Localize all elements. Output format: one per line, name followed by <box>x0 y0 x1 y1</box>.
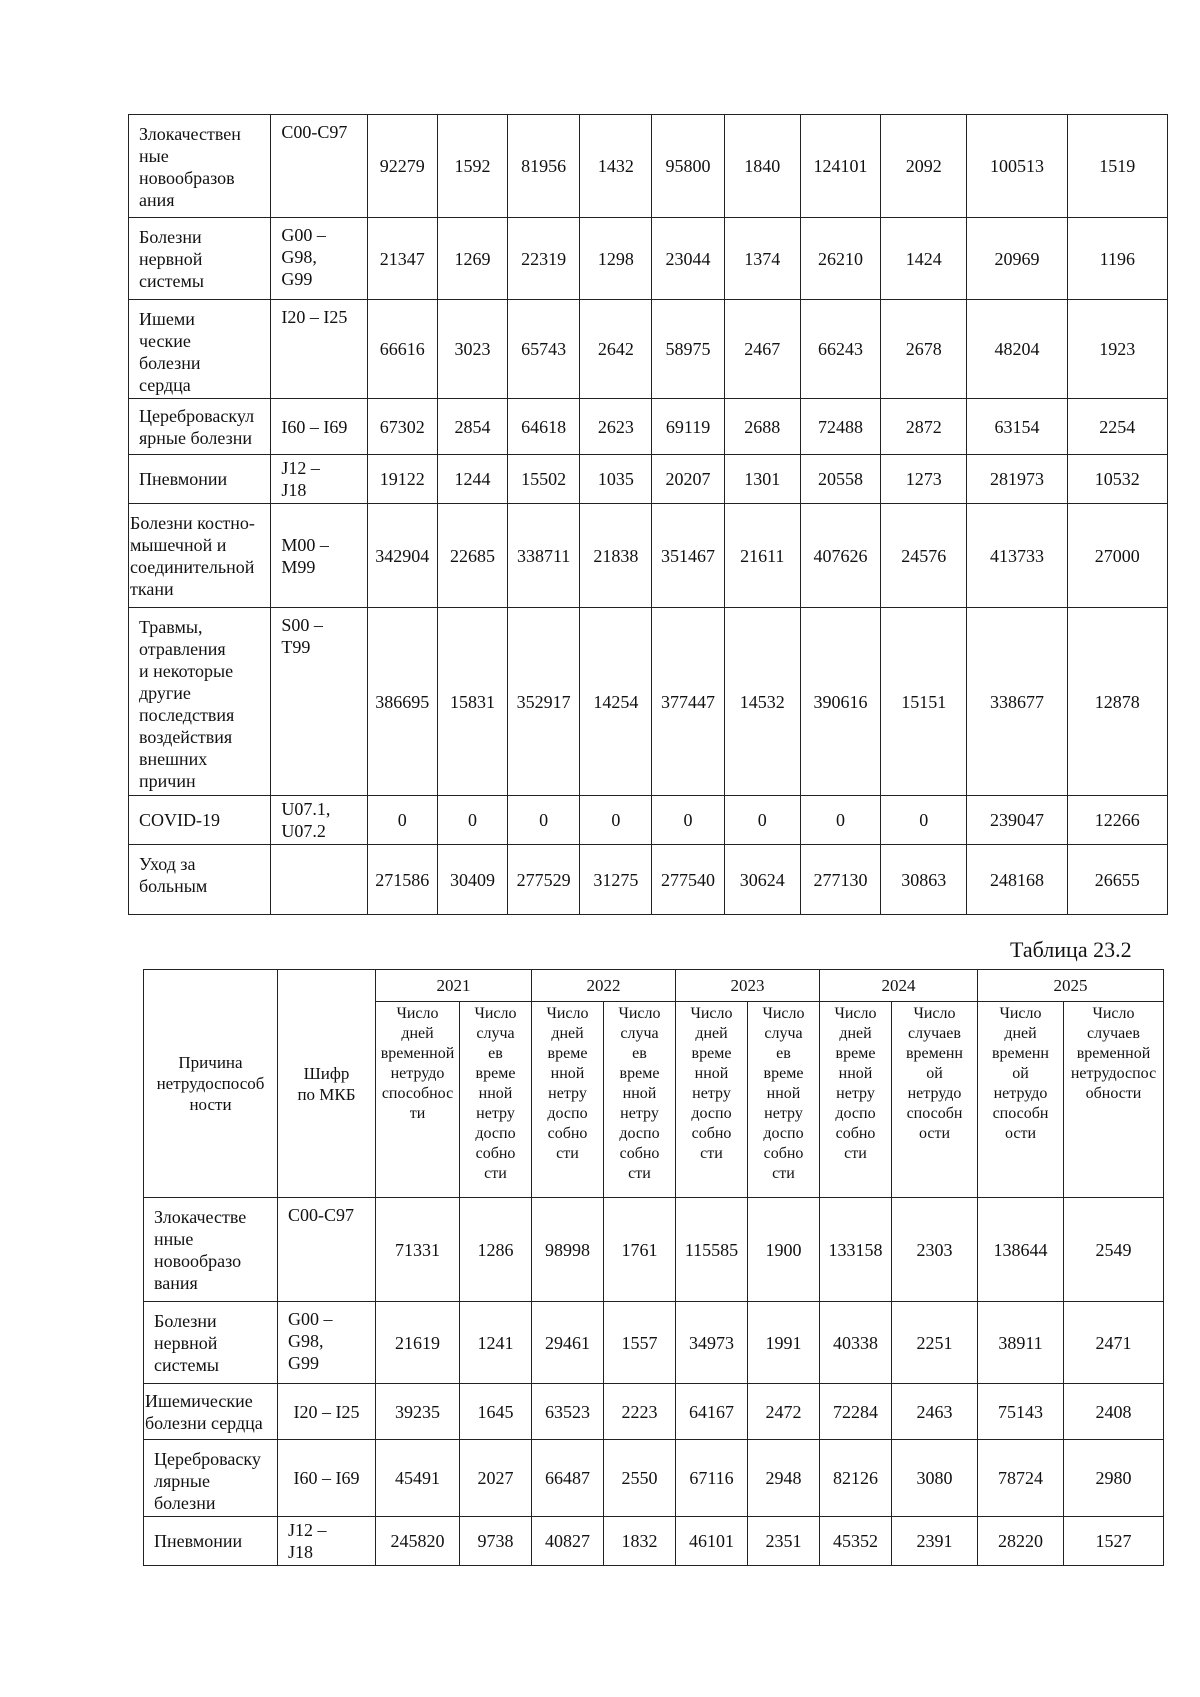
header-sub: Число дней време нной нетру доспо собно сти <box>532 1002 604 1198</box>
table-1 <box>128 114 1168 915</box>
value-cell: 78724 <box>978 1440 1064 1517</box>
value-cell: 29461 <box>532 1302 604 1384</box>
value-cell: 377447 <box>652 608 724 796</box>
value-cell: 277130 <box>800 845 880 915</box>
header-sub: Число дней време нной нетру доспо собно сти <box>820 1002 892 1198</box>
table-row <box>144 1517 1164 1566</box>
value-cell: 38911 <box>978 1302 1064 1384</box>
value-cell: 64618 <box>508 399 580 455</box>
table-row <box>129 455 1168 504</box>
value-cell: 81956 <box>508 115 580 218</box>
value-cell: 2980 <box>1064 1440 1164 1517</box>
code-cell: I60 – I69 <box>278 1440 376 1517</box>
value-cell: 342904 <box>367 504 437 608</box>
value-cell: 28220 <box>978 1517 1064 1566</box>
value-cell: 10532 <box>1067 455 1167 504</box>
value-cell: 2467 <box>724 300 800 399</box>
code-cell: U07.1, U07.2 <box>271 796 367 845</box>
value-cell: 30624 <box>724 845 800 915</box>
header-sub: Число случа ев време нной нетру доспо собно сти <box>604 1002 676 1198</box>
value-cell: 15502 <box>508 455 580 504</box>
value-cell: 413733 <box>967 504 1067 608</box>
value-cell: 2550 <box>604 1440 676 1517</box>
value-cell: 1286 <box>460 1198 532 1302</box>
cause-cell: Злокачествен ные новообразов ания <box>129 115 271 218</box>
cause-cell: Ишемические болезни сердца <box>144 1384 278 1440</box>
value-cell: 2254 <box>1067 399 1167 455</box>
header-sub: Число дней временн ой нетрудо способн ости <box>978 1002 1064 1198</box>
table-row <box>129 399 1168 455</box>
header-cause: Причина нетрудоспособ ности <box>144 970 278 1198</box>
value-cell: 20207 <box>652 455 724 504</box>
table-row <box>129 115 1168 218</box>
value-cell: 40338 <box>820 1302 892 1384</box>
table-row <box>129 300 1168 399</box>
code-cell: J12 – J18 <box>271 455 367 504</box>
value-cell: 124101 <box>800 115 880 218</box>
value-cell: 2351 <box>748 1517 820 1566</box>
cause-cell: Ишеми ческие болезни сердца <box>129 300 271 399</box>
value-cell: 82126 <box>820 1440 892 1517</box>
table-2 <box>143 969 1164 1566</box>
code-cell: I60 – I69 <box>271 399 367 455</box>
cause-cell: COVID-19 <box>129 796 271 845</box>
value-cell: 24576 <box>881 504 967 608</box>
value-cell: 1196 <box>1067 218 1167 300</box>
value-cell: 30863 <box>881 845 967 915</box>
code-cell: M00 – M99 <box>271 504 367 608</box>
code-cell: I20 – I25 <box>278 1384 376 1440</box>
value-cell: 14254 <box>580 608 652 796</box>
value-cell: 20969 <box>967 218 1067 300</box>
value-cell: 0 <box>437 796 507 845</box>
value-cell: 21347 <box>367 218 437 300</box>
header-sub: Число случа ев време нной нетру доспо собно сти <box>460 1002 532 1198</box>
value-cell: 281973 <box>967 455 1067 504</box>
value-cell: 65743 <box>508 300 580 399</box>
value-cell: 100513 <box>967 115 1067 218</box>
table-row <box>144 1198 1164 1302</box>
value-cell: 39235 <box>376 1384 460 1440</box>
value-cell: 1923 <box>1067 300 1167 399</box>
value-cell: 34973 <box>676 1302 748 1384</box>
value-cell: 21611 <box>724 504 800 608</box>
value-cell: 3080 <box>892 1440 978 1517</box>
value-cell: 2623 <box>580 399 652 455</box>
value-cell: 21838 <box>580 504 652 608</box>
value-cell: 20558 <box>800 455 880 504</box>
value-cell: 2027 <box>460 1440 532 1517</box>
value-cell: 338711 <box>508 504 580 608</box>
value-cell: 1645 <box>460 1384 532 1440</box>
code-cell: G00 – G98, G99 <box>278 1302 376 1384</box>
value-cell: 21619 <box>376 1302 460 1384</box>
value-cell: 45352 <box>820 1517 892 1566</box>
value-cell: 46101 <box>676 1517 748 1566</box>
value-cell: 0 <box>881 796 967 845</box>
table-caption: Таблица 23.2 <box>1010 937 1132 962</box>
value-cell: 1592 <box>437 115 507 218</box>
cause-cell: Уход за больным <box>129 845 271 915</box>
value-cell: 0 <box>724 796 800 845</box>
value-cell: 31275 <box>580 845 652 915</box>
value-cell: 0 <box>800 796 880 845</box>
value-cell: 2303 <box>892 1198 978 1302</box>
value-cell: 2948 <box>748 1440 820 1517</box>
code-cell: I20 – I25 <box>271 300 367 399</box>
value-cell: 0 <box>580 796 652 845</box>
value-cell: 92279 <box>367 115 437 218</box>
code-cell: G00 – G98, G99 <box>271 218 367 300</box>
value-cell: 1273 <box>881 455 967 504</box>
value-cell: 15831 <box>437 608 507 796</box>
value-cell: 277540 <box>652 845 724 915</box>
value-cell: 0 <box>508 796 580 845</box>
value-cell: 2678 <box>881 300 967 399</box>
value-cell: 66487 <box>532 1440 604 1517</box>
value-cell: 1832 <box>604 1517 676 1566</box>
value-cell: 351467 <box>652 504 724 608</box>
value-cell: 2408 <box>1064 1384 1164 1440</box>
header-year: 2024 <box>820 970 978 1002</box>
code-cell <box>271 845 367 915</box>
header-year: 2023 <box>676 970 820 1002</box>
value-cell: 0 <box>367 796 437 845</box>
cause-cell: Пневмонии <box>144 1517 278 1566</box>
value-cell: 27000 <box>1067 504 1167 608</box>
value-cell: 338677 <box>967 608 1067 796</box>
value-cell: 22685 <box>437 504 507 608</box>
header-year: 2021 <box>376 970 532 1002</box>
value-cell: 1298 <box>580 218 652 300</box>
value-cell: 2472 <box>748 1384 820 1440</box>
value-cell: 71331 <box>376 1198 460 1302</box>
value-cell: 75143 <box>978 1384 1064 1440</box>
value-cell: 386695 <box>367 608 437 796</box>
header-sub: Число случа ев време нной нетру доспо собно сти <box>748 1002 820 1198</box>
header-sub: Число случаев временной нетрудоспос обности <box>1064 1002 1164 1198</box>
value-cell: 1301 <box>724 455 800 504</box>
value-cell: 3023 <box>437 300 507 399</box>
code-cell: C00-C97 <box>278 1198 376 1302</box>
value-cell: 2251 <box>892 1302 978 1384</box>
value-cell: 48204 <box>967 300 1067 399</box>
value-cell: 1761 <box>604 1198 676 1302</box>
header-year: 2022 <box>532 970 676 1002</box>
code-cell: C00-C97 <box>271 115 367 218</box>
value-cell: 245820 <box>376 1517 460 1566</box>
header-sub: Число случаев временн ой нетрудо способн ости <box>892 1002 978 1198</box>
value-cell: 22319 <box>508 218 580 300</box>
cause-cell: Цереброваскул ярные болезни <box>129 399 271 455</box>
value-cell: 2872 <box>881 399 967 455</box>
value-cell: 1840 <box>724 115 800 218</box>
value-cell: 239047 <box>967 796 1067 845</box>
table-row <box>144 1384 1164 1440</box>
value-cell: 2854 <box>437 399 507 455</box>
value-cell: 352917 <box>508 608 580 796</box>
table-row <box>129 608 1168 796</box>
cause-cell: Болезни нервной системы <box>129 218 271 300</box>
value-cell: 2223 <box>604 1384 676 1440</box>
cause-cell: Пневмонии <box>129 455 271 504</box>
value-cell: 66243 <box>800 300 880 399</box>
value-cell: 1900 <box>748 1198 820 1302</box>
table-row <box>129 796 1168 845</box>
value-cell: 1557 <box>604 1302 676 1384</box>
value-cell: 12266 <box>1067 796 1167 845</box>
value-cell: 2549 <box>1064 1198 1164 1302</box>
value-cell: 2092 <box>881 115 967 218</box>
value-cell: 115585 <box>676 1198 748 1302</box>
value-cell: 138644 <box>978 1198 1064 1302</box>
value-cell: 15151 <box>881 608 967 796</box>
value-cell: 40827 <box>532 1517 604 1566</box>
table-row <box>129 845 1168 915</box>
value-cell: 2471 <box>1064 1302 1164 1384</box>
table-row <box>129 218 1168 300</box>
cause-cell: Злокачестве нные новообразо вания <box>144 1198 278 1302</box>
value-cell: 1269 <box>437 218 507 300</box>
header-code: Шифр по МКБ <box>278 970 376 1198</box>
value-cell: 72284 <box>820 1384 892 1440</box>
code-cell: S00 – T99 <box>271 608 367 796</box>
value-cell: 98998 <box>532 1198 604 1302</box>
table-row <box>129 504 1168 608</box>
value-cell: 2391 <box>892 1517 978 1566</box>
value-cell: 14532 <box>724 608 800 796</box>
header-sub: Число дней временной нетрудо способнос ти <box>376 1002 460 1198</box>
value-cell: 58975 <box>652 300 724 399</box>
value-cell: 63154 <box>967 399 1067 455</box>
value-cell: 1244 <box>437 455 507 504</box>
value-cell: 67302 <box>367 399 437 455</box>
cause-cell: Болезни костно- мышечной и соединительной ткани <box>129 504 271 608</box>
header-year: 2025 <box>978 970 1164 1002</box>
value-cell: 1035 <box>580 455 652 504</box>
cause-cell: Болезни нервной системы <box>144 1302 278 1384</box>
value-cell: 1991 <box>748 1302 820 1384</box>
value-cell: 390616 <box>800 608 880 796</box>
value-cell: 1432 <box>580 115 652 218</box>
value-cell: 133158 <box>820 1198 892 1302</box>
table-row <box>144 1440 1164 1517</box>
value-cell: 95800 <box>652 115 724 218</box>
value-cell: 66616 <box>367 300 437 399</box>
value-cell: 69119 <box>652 399 724 455</box>
value-cell: 26655 <box>1067 845 1167 915</box>
value-cell: 1241 <box>460 1302 532 1384</box>
cause-cell: Цереброваску лярные болезни <box>144 1440 278 1517</box>
header-sub: Число дней време нной нетру доспо собно сти <box>676 1002 748 1198</box>
value-cell: 2642 <box>580 300 652 399</box>
value-cell: 2688 <box>724 399 800 455</box>
value-cell: 1527 <box>1064 1517 1164 1566</box>
value-cell: 64167 <box>676 1384 748 1440</box>
value-cell: 1374 <box>724 218 800 300</box>
value-cell: 63523 <box>532 1384 604 1440</box>
value-cell: 23044 <box>652 218 724 300</box>
value-cell: 407626 <box>800 504 880 608</box>
value-cell: 19122 <box>367 455 437 504</box>
value-cell: 26210 <box>800 218 880 300</box>
value-cell: 2463 <box>892 1384 978 1440</box>
value-cell: 271586 <box>367 845 437 915</box>
value-cell: 1519 <box>1067 115 1167 218</box>
value-cell: 0 <box>652 796 724 845</box>
value-cell: 72488 <box>800 399 880 455</box>
value-cell: 1424 <box>881 218 967 300</box>
value-cell: 248168 <box>967 845 1067 915</box>
value-cell: 9738 <box>460 1517 532 1566</box>
value-cell: 30409 <box>437 845 507 915</box>
cause-cell: Травмы, отравления и некоторые другие последствия воздействия внешних причин <box>129 608 271 796</box>
value-cell: 67116 <box>676 1440 748 1517</box>
value-cell: 12878 <box>1067 608 1167 796</box>
table-row <box>144 1302 1164 1384</box>
value-cell: 277529 <box>508 845 580 915</box>
code-cell: J12 – J18 <box>278 1517 376 1566</box>
header-row-years <box>144 970 1164 1002</box>
value-cell: 45491 <box>376 1440 460 1517</box>
